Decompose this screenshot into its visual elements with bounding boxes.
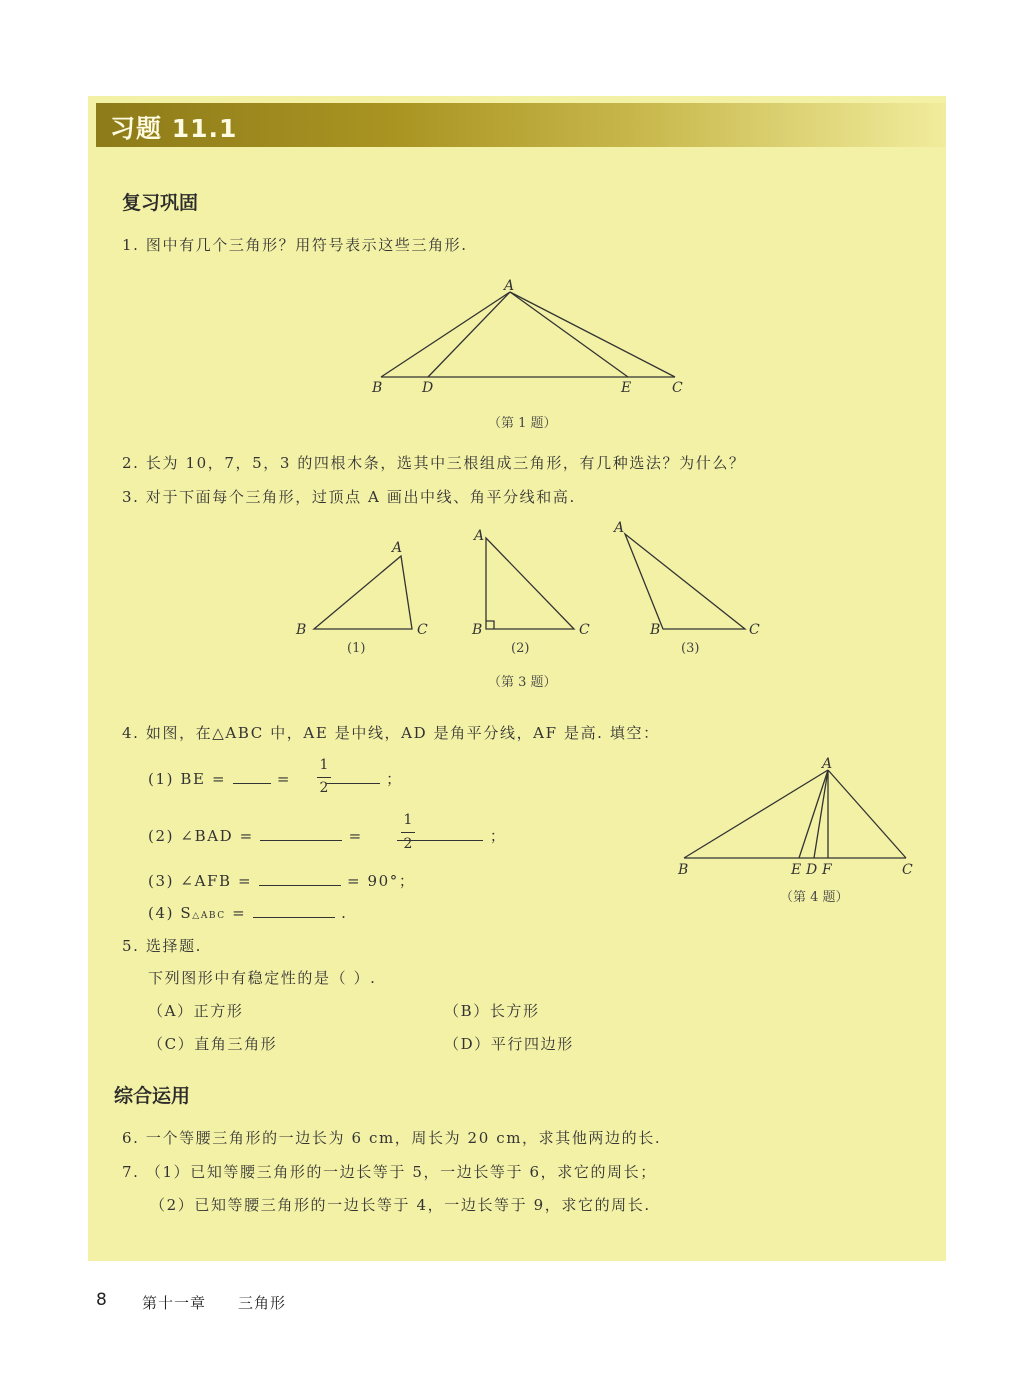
q3-3-label-b: B: [650, 622, 661, 638]
q1-label-c: C: [672, 380, 683, 396]
question-7-part-2: （2）已知等腰三角形的一边长等于 4，一边长等于 9，求它的周长.: [150, 1196, 651, 1214]
q3-caption: （第 3 题）: [488, 675, 557, 690]
q4-item4-sub: △ABC: [192, 911, 226, 921]
q5-option-b: （B）长方形: [444, 1002, 540, 1020]
q4-item2-eq: =: [348, 827, 363, 845]
q5-option-d: （D）平行四边形: [444, 1035, 574, 1053]
q3-2-label-b: B: [472, 622, 483, 638]
q4-item2-end: ；: [489, 827, 507, 845]
q5-option-a: （A）正方形: [148, 1002, 244, 1020]
q4-label-e: E: [791, 862, 802, 878]
q4-item1-eq: =: [276, 770, 292, 788]
q4-caption: （第 4 题）: [780, 890, 849, 905]
question-3: 3. 对于下面每个三角形，过顶点 A 画出中线、角平分线和高.: [122, 488, 576, 506]
q4-item1-frac-den: 2: [319, 780, 329, 796]
q4-item2-prefix: (2) ∠BAD =: [148, 827, 254, 845]
q3-sub-3: (3): [681, 641, 700, 656]
q4-label-a: A: [822, 756, 833, 772]
chapter-title: 三角形: [238, 1294, 287, 1312]
q4-label-c: C: [902, 862, 913, 878]
q4-item2-frac-num: 1: [403, 812, 413, 828]
q4-item3-end: = 90°；: [346, 872, 416, 890]
question-6: 6. 一个等腰三角形的一边长为 6 cm，周长为 20 cm，求其他两边的长.: [122, 1129, 662, 1147]
q5-option-c: （C）直角三角形: [148, 1035, 278, 1053]
q3-3-label-c: C: [749, 622, 760, 638]
q3-1-label-b: B: [296, 622, 307, 638]
q4-item3-prefix: (3) ∠AFB =: [148, 872, 253, 890]
question-4: 4. 如图，在△ABC 中，AE 是中线，AD 是角平分线，AF 是高. 填空：: [122, 724, 660, 742]
q4-item4-eq: =: [232, 904, 247, 922]
q4-item4-blank: [253, 903, 335, 918]
q4-item4-end: .: [341, 904, 348, 922]
question-1: 1. 图中有几个三角形？用符号表示这些三角形.: [122, 236, 468, 254]
q1-label-a: A: [504, 278, 515, 294]
q1-caption: （第 1 题）: [488, 416, 557, 431]
q4-label-b: B: [678, 862, 689, 878]
q3-sub-2: (2): [511, 641, 530, 656]
q4-item1-prefix: (1) BE =: [148, 770, 227, 788]
q3-3-label-a: A: [614, 520, 625, 536]
q3-2-label-a: A: [474, 528, 485, 544]
page-number: 8: [96, 1290, 107, 1310]
banner-title: 习题 11.1: [110, 114, 238, 143]
q4-item-4: [148, 903, 347, 922]
chapter-label: 第十一章: [142, 1294, 207, 1312]
q4-item4-prefix: (4) S: [148, 904, 193, 922]
q4-label-f: F: [822, 862, 832, 878]
q3-1-label-a: A: [392, 540, 403, 556]
q3-1-label-c: C: [417, 622, 428, 638]
question-2: 2. 长为 10，7，5，3 的四根木条，选其中三根组成三角形，有几种选法？为什么？: [122, 454, 746, 472]
q1-label-b: B: [372, 380, 383, 396]
question-7-part-1: 7. （1）已知等腰三角形的一边长等于 5，一边长等于 6，求它的周长；: [122, 1163, 657, 1181]
q4-label-d: D: [806, 862, 818, 878]
q3-sub-1: (1): [347, 641, 366, 656]
q1-label-e: E: [621, 380, 632, 396]
q4-item1-frac-num: 1: [319, 757, 329, 773]
apply-heading: 综合运用: [114, 1085, 191, 1107]
q5-stem: 下列图形中有稳定性的是（ ）.: [148, 969, 377, 987]
q3-2-label-c: C: [579, 622, 590, 638]
review-heading: 复习巩固: [122, 192, 199, 214]
q4-item1-end: ；: [386, 770, 403, 788]
q1-label-d: D: [422, 380, 434, 396]
q4-item2-frac-den: 2: [403, 836, 413, 852]
question-5: 5. 选择题.: [122, 937, 203, 955]
